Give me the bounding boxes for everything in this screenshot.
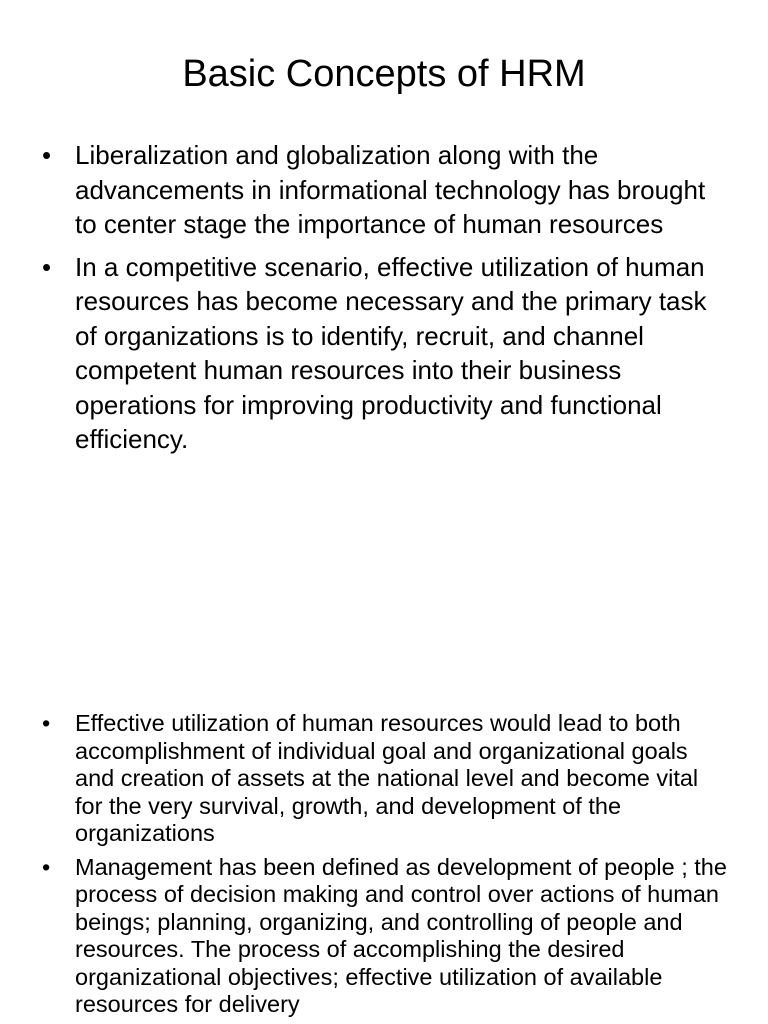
bullet-item xyxy=(40,710,730,848)
bullet-list xyxy=(40,710,730,1024)
bullet-item xyxy=(40,138,730,242)
bullet-list xyxy=(40,138,730,465)
slide-title: Basic Concepts of HRM xyxy=(182,53,586,95)
bullet-text: Liberalization and globalization along with the advancements in informational technology has brought to center stage the importance of human resources xyxy=(75,140,706,239)
bullet-text: In a competitive scenario, effective utilization of human resources has become necessary and the primary task of organizations is to identify, recruit, and channel competent human resources into their business operations for improving productivity and functional efficiency. xyxy=(75,251,707,454)
bullet-text: Management has been defined as development of people ; the process of decision making and control over actions of human beings; planning, organizing, and controlling of people and resources. The process of accomplishing the desired organizational objectives; effective utilization of available resources for delivery xyxy=(75,853,727,1017)
bullet-icon: • xyxy=(42,140,52,170)
bullet-icon: • xyxy=(42,251,52,282)
bullet-icon: • xyxy=(42,853,51,880)
bullet-text: Effective utilization of human resources would lead to both accomplishment of individual goal and organizational goals and creation of assets at the national level and become vital for the very survival, growth, and development of the organizations xyxy=(75,710,699,846)
slide-2 xyxy=(0,700,768,1024)
bullet-item xyxy=(40,854,730,1019)
bullet-icon: • xyxy=(42,710,51,736)
bullet-item xyxy=(40,250,730,457)
